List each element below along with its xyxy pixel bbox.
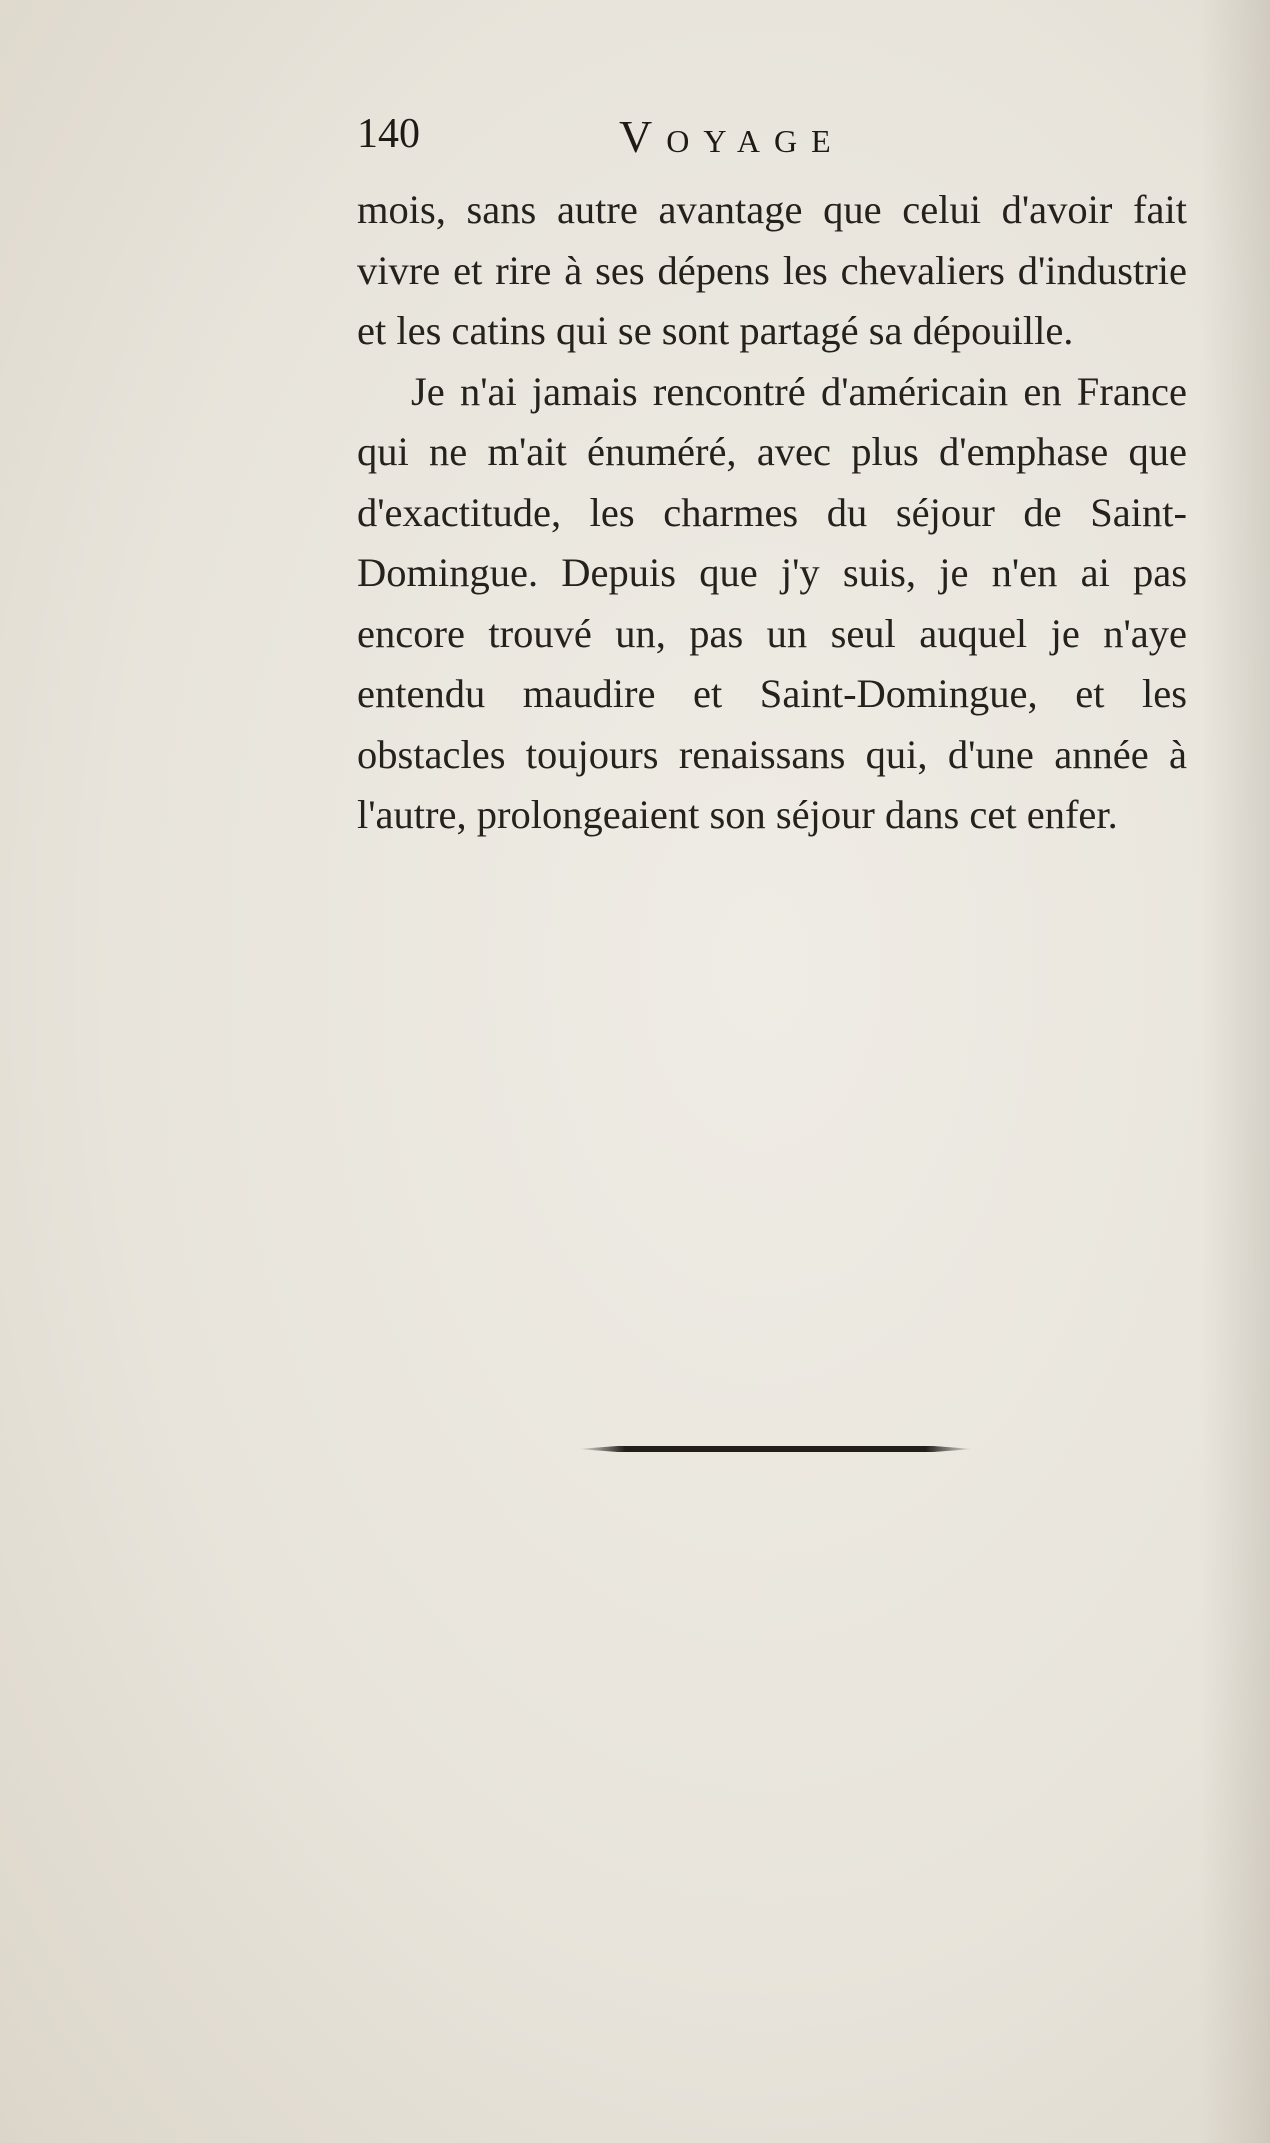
running-head: Voyage [619, 111, 845, 162]
paragraph: Je n'ai jamais rencontré d'américain en France qui ne m'ait énuméré, avec plus d'emphase que d'exactitude, les charmes du séjour de Saint-Domingue. Depuis que j'y suis, je n'en ai pas encore trouvé un, pas un seul auquel je n'aye entendu maudire et Saint-Domingue, et les obstacles toujours renaissans qui, d'une année à l'autre, prolongeaient son séjour dans cet enfer. [357, 368, 1187, 837]
page-number: 140 [357, 111, 420, 157]
paragraph-continued: mois, sans autre avantage que celui d'avoir fait vivre et rire à ses dépens les chevaliers d'industrie et les catins qui se sont partagé sa dépouille. [357, 187, 1187, 353]
body-text [357, 180, 1187, 846]
ornamental-rule [578, 1444, 973, 1454]
page-header [357, 110, 1187, 170]
